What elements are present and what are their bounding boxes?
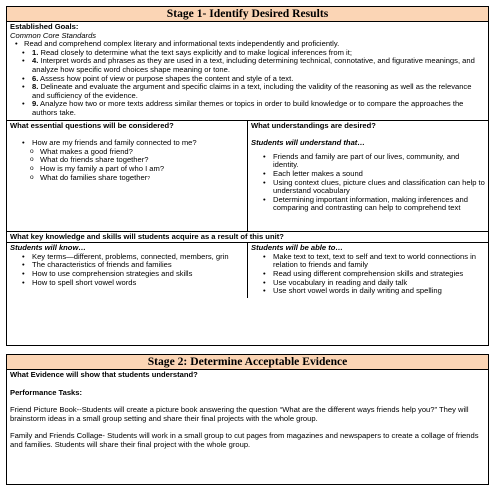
standard-number: 1.	[32, 47, 39, 57]
goals-heading: Established Goals:	[10, 22, 79, 31]
standard-text: Assess how point of view or purpose shapes the content and style of a text.	[40, 73, 294, 83]
standard-item	[10, 83, 485, 100]
understandings-cell	[247, 121, 488, 231]
know-list	[10, 253, 244, 287]
able-item: • Use vocabulary in reading and daily talk	[251, 279, 485, 288]
know-cell	[7, 243, 247, 298]
standard-text: Read closely to determine what the text says explicitly and to make logical inferences from it;	[40, 47, 352, 57]
evidence-heading: What Evidence will show that students understand?	[10, 370, 198, 379]
tasks-heading: Performance Tasks:	[10, 387, 83, 397]
understand-heading: What understandings are desired?	[251, 120, 376, 130]
standard-text: Delineate and evaluate the argument and specific claims in a text, including the validity of the reasoning as well as the relevance and sufficiency of the evidence.	[32, 82, 472, 100]
performance-task: Friend Picture Book--Students will create a picture book answering the question “What are the different ways friends help you?” They will brainstorm ideas in a small group setting and share their final projects with the whole group.	[10, 405, 469, 423]
essential-sub-question: o What makes a good friend?	[10, 148, 244, 157]
able-item: • Make text to text, text to self and text to world connections in relation to friends and family	[251, 253, 485, 270]
standard-item	[10, 100, 485, 117]
essential-sub-text: What do families share together	[40, 172, 148, 182]
standard-number: 8.	[32, 82, 39, 92]
understand-subheading: Students will understand that…	[251, 138, 365, 148]
stage2-title: Stage 2: Determine Acceptable Evidence	[7, 355, 488, 370]
stage1-title: Stage 1- Identify Desired Results	[7, 7, 488, 22]
know-item: • Key terms—different, problems, connected, members, grin	[10, 253, 244, 262]
essential-main-question: • How are my friends and family connected to me?	[10, 139, 244, 148]
able-item: • Read using different comprehension skills and strategies	[251, 270, 485, 279]
understand-list	[251, 153, 485, 213]
know-subheading: Students will know…	[10, 243, 86, 253]
standard-item	[10, 57, 485, 74]
standard-text: Interpret words and phrases as they are used in a text, including determining technical, connotative, and figurative meanings, and analyze how specific word choices shape meaning or tone.	[32, 56, 475, 74]
standards-list	[10, 49, 485, 118]
understanding-item: • Each letter makes a sound	[251, 170, 485, 179]
performance-task: Family and Friends Collage- Students will work in a small group to cut pages from magazines and newspapers to create a collage of friends and families. Students will share their final project with the whole group.	[10, 431, 479, 449]
stage2-box	[6, 354, 489, 485]
established-goals	[7, 22, 488, 121]
goals-intro: • Read and comprehend complex literary and informational texts independently and proficiently.	[10, 40, 485, 49]
essential-heading: What essential questions will be considered?	[10, 120, 174, 130]
standard-text: Analyze how two or more texts address similar themes or topics in order to build knowledge or to compare the approaches the authors take.	[32, 99, 464, 117]
essential-sub-list	[10, 148, 244, 183]
essential-sub-tail: ?	[147, 175, 150, 182]
able-list	[251, 253, 485, 296]
able-subheading: Students will be able to…	[251, 243, 343, 253]
able-item: • Use short vowel words in daily writing and spelling	[251, 287, 485, 296]
essential-sub-question	[10, 174, 244, 184]
standard-number: 9.	[32, 99, 39, 109]
goals-subheading: Common Core Standards	[10, 30, 97, 40]
know-able-row	[7, 243, 488, 298]
knowledge-heading: What key knowledge and skills will students acquire as a result of this unit?	[7, 232, 488, 244]
lesson-plan	[6, 6, 489, 485]
essential-sub-question: o What do friends share together?	[10, 156, 244, 165]
essential-questions-cell	[7, 121, 247, 231]
able-cell	[247, 243, 488, 298]
standard-number: 6.	[32, 73, 39, 83]
questions-understandings-row	[7, 121, 488, 232]
essential-sub-question: o How is my family a part of who I am?	[10, 165, 244, 174]
know-item: • The characteristics of friends and families	[10, 261, 244, 270]
stage1-box	[6, 6, 489, 346]
know-item: • How to spell short vowel words	[10, 279, 244, 288]
understanding-item: • Friends and family are part of our lives, community, and identity.	[251, 153, 485, 170]
standard-number: 4.	[32, 56, 39, 66]
understanding-item: • Determining important information, making inferences and comparing and contrasting can help to comprehend text	[251, 196, 485, 213]
stage2-body	[7, 370, 488, 456]
know-item: • How to use comprehension strategies and skills	[10, 270, 244, 279]
understanding-item: • Using context clues, picture clues and classification can help to understand vocabulary	[251, 179, 485, 196]
